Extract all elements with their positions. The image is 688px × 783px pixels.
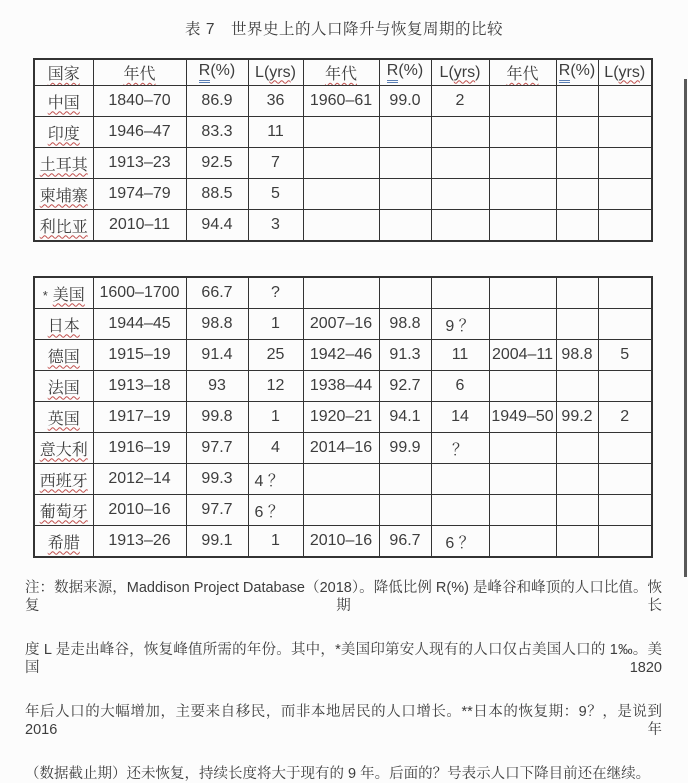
- footnote-line-2: 度 L 是走出峰谷，恢复峰值所需的年份。其中，*美国印第安人现有的人口仅占美国人口的 1‰。美国 1820: [25, 642, 662, 676]
- data-cell: 6 ？: [248, 495, 303, 526]
- data-cell: 97.7: [186, 495, 248, 526]
- spellcheck-flagged-text: 年代: [506, 66, 539, 83]
- data-cell: [489, 86, 556, 117]
- data-cell: 1960–61: [303, 86, 379, 117]
- data-cell: [303, 210, 379, 242]
- country-name: 意大利: [39, 441, 88, 459]
- data-cell: [489, 210, 556, 242]
- data-cell: [598, 433, 652, 464]
- data-cell: 2004–11: [489, 340, 556, 371]
- data-cell: [379, 179, 431, 210]
- table-row: [34, 179, 652, 210]
- data-cell: 36: [248, 86, 303, 117]
- data-cell: 99.9: [379, 433, 431, 464]
- data-cell: [598, 117, 652, 148]
- spellcheck-flagged-text: 年代: [123, 66, 156, 83]
- data-cell: [598, 277, 652, 309]
- data-cell: 1946–47: [93, 117, 186, 148]
- column-header: [34, 59, 93, 86]
- data-cell: 1: [248, 309, 303, 340]
- data-cell: 4: [248, 433, 303, 464]
- country-cell: [34, 526, 93, 558]
- data-cell: 92.7: [379, 371, 431, 402]
- data-cell: [431, 464, 489, 495]
- column-header: [93, 59, 186, 86]
- footnote-line-3: 年后人口的大幅增加，主要来自移民，而非本地居民的人口增长。**日本的恢复期：9？，是说到 2016 年: [25, 704, 662, 738]
- country-cell: [34, 179, 93, 210]
- data-cell: [489, 148, 556, 179]
- data-cell: 98.8: [379, 309, 431, 340]
- data-cell: 6 ？: [431, 526, 489, 558]
- data-cell: 1913–23: [93, 148, 186, 179]
- table-row: [34, 277, 652, 309]
- header-text: (%): [398, 62, 424, 80]
- country-name: 美国: [52, 286, 85, 304]
- photo-edge-artifact: [684, 79, 687, 577]
- data-cell: [489, 309, 556, 340]
- column-header: [489, 59, 556, 86]
- data-cell: [556, 371, 598, 402]
- data-cell: [303, 277, 379, 309]
- data-cell: 2010–16: [93, 495, 186, 526]
- data-cell: 12: [248, 371, 303, 402]
- data-cell: 1913–26: [93, 526, 186, 558]
- data-cell: 99.3: [186, 464, 248, 495]
- data-cell: [379, 495, 431, 526]
- header-text: ): [639, 63, 646, 81]
- data-cell: 98.8: [556, 340, 598, 371]
- data-cell: 1944–45: [93, 309, 186, 340]
- data-cell: 1920–21: [303, 402, 379, 433]
- country-cell: [34, 148, 93, 179]
- country-name: 英国: [47, 410, 80, 428]
- table-row: [34, 371, 652, 402]
- data-cell: [556, 148, 598, 179]
- footnote-line-4: （数据截止期）还未恢复，持续长度将大于现有的 9 年。后面的？号表示人口下降目前还在继续。: [25, 766, 651, 782]
- country-cell: [34, 117, 93, 148]
- data-cell: [379, 148, 431, 179]
- data-cell: 91.3: [379, 340, 431, 371]
- data-cell: [556, 526, 598, 558]
- data-cell: [303, 179, 379, 210]
- data-cell: [379, 464, 431, 495]
- data-cell: 91.4: [186, 340, 248, 371]
- data-cell: [431, 117, 489, 148]
- data-cell: [489, 277, 556, 309]
- data-cell: 94.1: [379, 402, 431, 433]
- header-text: L(: [255, 63, 270, 81]
- data-cell: 2010–11: [93, 210, 186, 242]
- spellcheck-flagged-text: 国家: [47, 66, 80, 83]
- column-header: [303, 59, 379, 86]
- data-cell: 83.3: [186, 117, 248, 148]
- data-cell: ？: [431, 433, 489, 464]
- data-cell: [431, 277, 489, 309]
- spellcheck-flagged-text: yrs: [618, 63, 640, 81]
- country-name: 中国: [47, 94, 80, 112]
- data-cell: [556, 179, 598, 210]
- data-cell: 4 ？: [248, 464, 303, 495]
- country-cell: [34, 86, 93, 117]
- column-header: [379, 59, 431, 86]
- data-cell: [379, 277, 431, 309]
- data-cell: 92.5: [186, 148, 248, 179]
- table-row: [34, 433, 652, 464]
- data-cell: [598, 210, 652, 242]
- data-cell: [303, 464, 379, 495]
- grammar-flagged-text: R: [199, 63, 211, 83]
- data-cell: [379, 117, 431, 148]
- data-cell: 99.0: [379, 86, 431, 117]
- table-row: [34, 402, 652, 433]
- data-cell: 86.9: [186, 86, 248, 117]
- data-cell: 2: [431, 86, 489, 117]
- country-cell: [34, 402, 93, 433]
- data-cell: 96.7: [379, 526, 431, 558]
- data-cell: 2014–16: [303, 433, 379, 464]
- data-cell: 5: [248, 179, 303, 210]
- data-cell: ?: [248, 277, 303, 309]
- country-name: 日本: [47, 317, 80, 335]
- country-cell: [34, 277, 93, 309]
- data-cell: [489, 526, 556, 558]
- data-cell: 1942–46: [303, 340, 379, 371]
- header-text: L(: [604, 63, 619, 81]
- spellcheck-flagged-text: yrs: [269, 63, 291, 81]
- data-cell: 94.4: [186, 210, 248, 242]
- data-cell: [489, 464, 556, 495]
- country-name: 土耳其: [39, 156, 88, 174]
- data-cell: [431, 148, 489, 179]
- data-cell: 99.2: [556, 402, 598, 433]
- table-row: [34, 86, 652, 117]
- data-cell: [598, 86, 652, 117]
- data-cell: 66.7: [186, 277, 248, 309]
- data-cell: 11: [431, 340, 489, 371]
- table-title: 表 7 世界史上的人口降升与恢复周期的比较: [185, 21, 503, 38]
- data-cell: 2: [598, 402, 652, 433]
- table-row: [34, 309, 652, 340]
- table-row: [34, 340, 652, 371]
- data-cell: [556, 309, 598, 340]
- data-cell: [489, 495, 556, 526]
- table-row: [34, 210, 652, 242]
- data-cell: [598, 148, 652, 179]
- data-cell: [379, 210, 431, 242]
- data-cell: 1: [248, 402, 303, 433]
- data-cell: 1913–18: [93, 371, 186, 402]
- data-cell: 1: [248, 526, 303, 558]
- data-cell: [431, 210, 489, 242]
- data-cell: 1974–79: [93, 179, 186, 210]
- header-text: ): [290, 63, 296, 81]
- header-text: (%): [570, 62, 596, 80]
- data-cell: [598, 309, 652, 340]
- population-table-lower: [33, 276, 653, 558]
- data-cell: [556, 86, 598, 117]
- country-cell: [34, 340, 93, 371]
- grammar-flagged-text: R: [559, 63, 571, 83]
- data-cell: 1915–19: [93, 340, 186, 371]
- data-cell: 93: [186, 371, 248, 402]
- data-cell: [598, 179, 652, 210]
- data-cell: 2010–16: [303, 526, 379, 558]
- data-cell: [489, 371, 556, 402]
- data-cell: 25: [248, 340, 303, 371]
- data-cell: 1840–70: [93, 86, 186, 117]
- footnote: [25, 579, 662, 783]
- data-cell: [556, 277, 598, 309]
- data-cell: 1917–19: [93, 402, 186, 433]
- data-cell: 99.1: [186, 526, 248, 558]
- data-cell: [489, 117, 556, 148]
- table-row: [34, 495, 652, 526]
- country-name: 印度: [47, 125, 80, 143]
- data-cell: 14: [431, 402, 489, 433]
- data-cell: [556, 495, 598, 526]
- data-cell: 98.8: [186, 309, 248, 340]
- table-row: [34, 117, 652, 148]
- data-cell: 1938–44: [303, 371, 379, 402]
- country-name: 法国: [47, 379, 80, 397]
- data-cell: 1916–19: [93, 433, 186, 464]
- data-cell: [598, 526, 652, 558]
- country-cell: [34, 433, 93, 464]
- data-cell: 3: [248, 210, 303, 242]
- country-name: 葡萄牙: [39, 503, 88, 521]
- data-cell: 2012–14: [93, 464, 186, 495]
- data-cell: 9 ？: [431, 309, 489, 340]
- country-name: 希腊: [47, 534, 80, 552]
- column-header: [431, 59, 489, 86]
- spellcheck-flagged-text: 年代: [324, 66, 357, 83]
- column-header: [248, 59, 303, 86]
- footnote-marker: *: [42, 287, 48, 303]
- header-text: (%): [210, 62, 236, 80]
- data-cell: [303, 495, 379, 526]
- footnote-line-1: 注：数据来源，Maddison Project Database（2018）。降低比例 R(%) 是峰谷和峰顶的人口比值。恢复期长: [25, 580, 662, 614]
- data-cell: 6: [431, 371, 489, 402]
- data-cell: [431, 179, 489, 210]
- grammar-flagged-text: R: [387, 63, 399, 83]
- data-cell: [598, 371, 652, 402]
- column-header: [186, 59, 248, 86]
- data-cell: 2007–16: [303, 309, 379, 340]
- spellcheck-flagged-text: yrs: [453, 63, 476, 81]
- table-row: [34, 526, 652, 558]
- data-cell: [489, 433, 556, 464]
- header-text: ): [475, 63, 481, 81]
- country-name: 西班牙: [39, 472, 88, 490]
- data-cell: 97.7: [186, 433, 248, 464]
- data-cell: 1600–1700: [93, 277, 186, 309]
- data-cell: [556, 210, 598, 242]
- data-cell: 5: [598, 340, 652, 371]
- country-cell: [34, 210, 93, 242]
- data-cell: 7: [248, 148, 303, 179]
- country-name: 利比亚: [39, 218, 88, 236]
- table-row: [34, 148, 652, 179]
- data-cell: [598, 495, 652, 526]
- data-cell: [556, 117, 598, 148]
- column-header: [556, 59, 598, 86]
- data-cell: [303, 148, 379, 179]
- table-header-row: [34, 59, 652, 86]
- country-cell: [34, 309, 93, 340]
- data-cell: 11: [248, 117, 303, 148]
- table-row: [34, 464, 652, 495]
- data-cell: [489, 179, 556, 210]
- data-cell: [556, 433, 598, 464]
- column-header: [598, 59, 652, 86]
- population-table-upper: [33, 58, 653, 242]
- data-cell: [303, 117, 379, 148]
- country-cell: [34, 495, 93, 526]
- data-cell: 99.8: [186, 402, 248, 433]
- header-text: L(: [439, 63, 454, 81]
- country-cell: [34, 371, 93, 402]
- country-cell: [34, 464, 93, 495]
- data-cell: [556, 464, 598, 495]
- data-cell: 88.5: [186, 179, 248, 210]
- data-cell: [598, 464, 652, 495]
- data-cell: 1949–50: [489, 402, 556, 433]
- country-name: 德国: [47, 348, 80, 366]
- country-name: 柬埔寨: [39, 187, 88, 205]
- data-cell: [431, 495, 489, 526]
